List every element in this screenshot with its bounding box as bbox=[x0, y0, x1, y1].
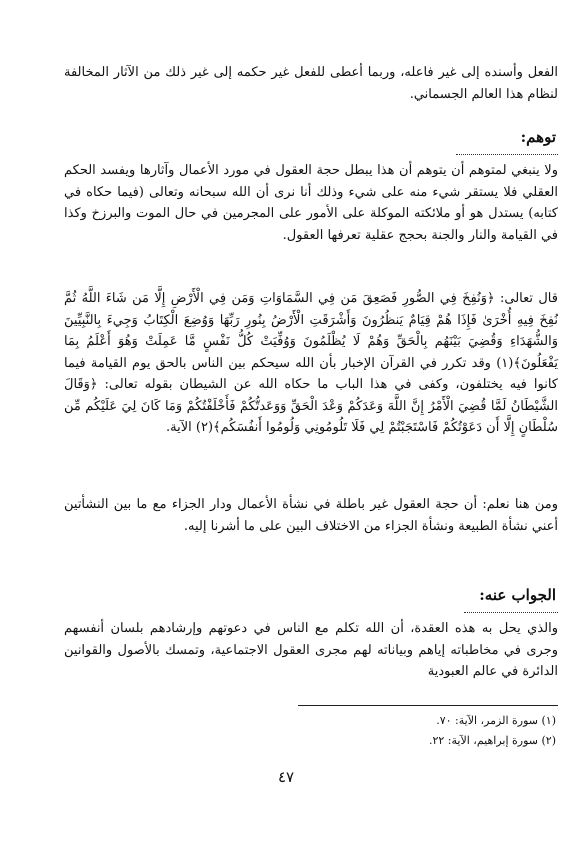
paragraph-2: قال تعالى: ﴿وَنُفِخَ فِي الصُّورِ فَصَعِقَ مَن فِي السَّمَاوَاتِ وَمَن فِي الْأَرْضِ إِلَّا مَن شَاءَ اللَّهُ ثُمَّ نُفِخَ فِيهِ أُخْرَىٰ فَإِذَا هُمْ قِيَامٌ يَنظُرُونَ وَأَشْرَقَتِ الْأَرْضُ بِنُورِ رَبِّهَا وَوُضِعَ الْكِتَابُ وَجِيءَ بِالنَّبِيِّينَ وَالشُّهَدَاءِ وَقُضِيَ بَيْنَهُم بِالْحَقِّ وَهُمْ لَا يُظْلَمُونَ وَوُفِّيَتْ كُلُّ نَفْسٍ مَّا عَمِلَتْ وَهُوَ أَعْلَمُ بِمَا يَفْعَلُونَ﴾(١) وقد تكرر في القرآن الإخبار بأن الله سيحكم بين الناس بالحق يوم القيامة فيما كانوا فيه يختلفون، وكفى في هذا الباب ما حكاه الله عن الشيطان بقوله تعالى: ﴿وَقَالَ الشَّيْطَانُ لَمَّا قُضِيَ الْأَمْرُ إِنَّ اللَّهَ وَعَدَكُمْ وَعْدَ الْحَقِّ وَوَعَدتُّكُمْ فَأَخْلَفْتُكُمْ وَمَا كَانَ لِيَ عَلَيْكُم مِّن سُلْطَانٍ إِلَّا أَن دَعَوْتُكُمْ فَاسْتَجَبْتُمْ لِي فَلَا تَلُومُونِي وَلُومُوا أَنفُسَكُم﴾(٢) الآية. bbox=[64, 291, 558, 435]
footnote-separator bbox=[298, 705, 558, 706]
heading-underline bbox=[456, 154, 558, 155]
footnote-2: (٢) سورة إبراهيم، الآية: ٢٢. bbox=[428, 734, 556, 747]
heading-tawahhum: توهم: bbox=[520, 128, 556, 146]
paragraph-top: الفعل وأسنده إلى غير فاعله، وربما أعطى للفعل غير حكمه إلى غير ذلك من الآثار المخالفة لنظام هذا العالم الجسماني. bbox=[64, 65, 558, 102]
page-number: ٤٧ bbox=[277, 768, 295, 786]
paragraph-4: والذي يحل به هذه العقدة، أن الله تكلم مع الناس في دعوتهم وإرشادهم بلسان أنفسهم وجرى في مخاطباته إياهم وبياناته لهم مجرى العقول الاجتماعية، وتمسك بالأصول والقوانين الدائرة في عالم العبودية bbox=[64, 621, 558, 679]
heading-underline bbox=[464, 612, 558, 613]
footnote-1: (١) سورة الزمر، الآية: ٧٠. bbox=[436, 714, 556, 727]
paragraph-1: ولا ينبغي لمتوهم أن يتوهم أن هذا يبطل حجة العقول في مورد الأعمال وآثارها ويفسد الحكم العقلي فلا يستقر شيء منه على شيء وذلك أنا نرى أن الله سبحانه وتعالى (فيما حكاه في كتابه) يستدل هو أو ملائكته الموكلة على الأمور على المجرمين في حال الموت والبرزخ وكذا في القيامة والنار والجنة بحجج عقلية تعرفها العقول. bbox=[64, 163, 558, 243]
heading-answer: الجواب عنه: bbox=[479, 586, 556, 604]
paragraph-3: ومن هنا نعلم: أن حجة العقول غير باطلة في نشأة الأعمال ودار الجزاء مع ما بين النشأتين أعني نشأة الطبيعة ونشأة الجزاء من الاختلاف البين على ما أشرنا إليه. bbox=[64, 497, 558, 534]
